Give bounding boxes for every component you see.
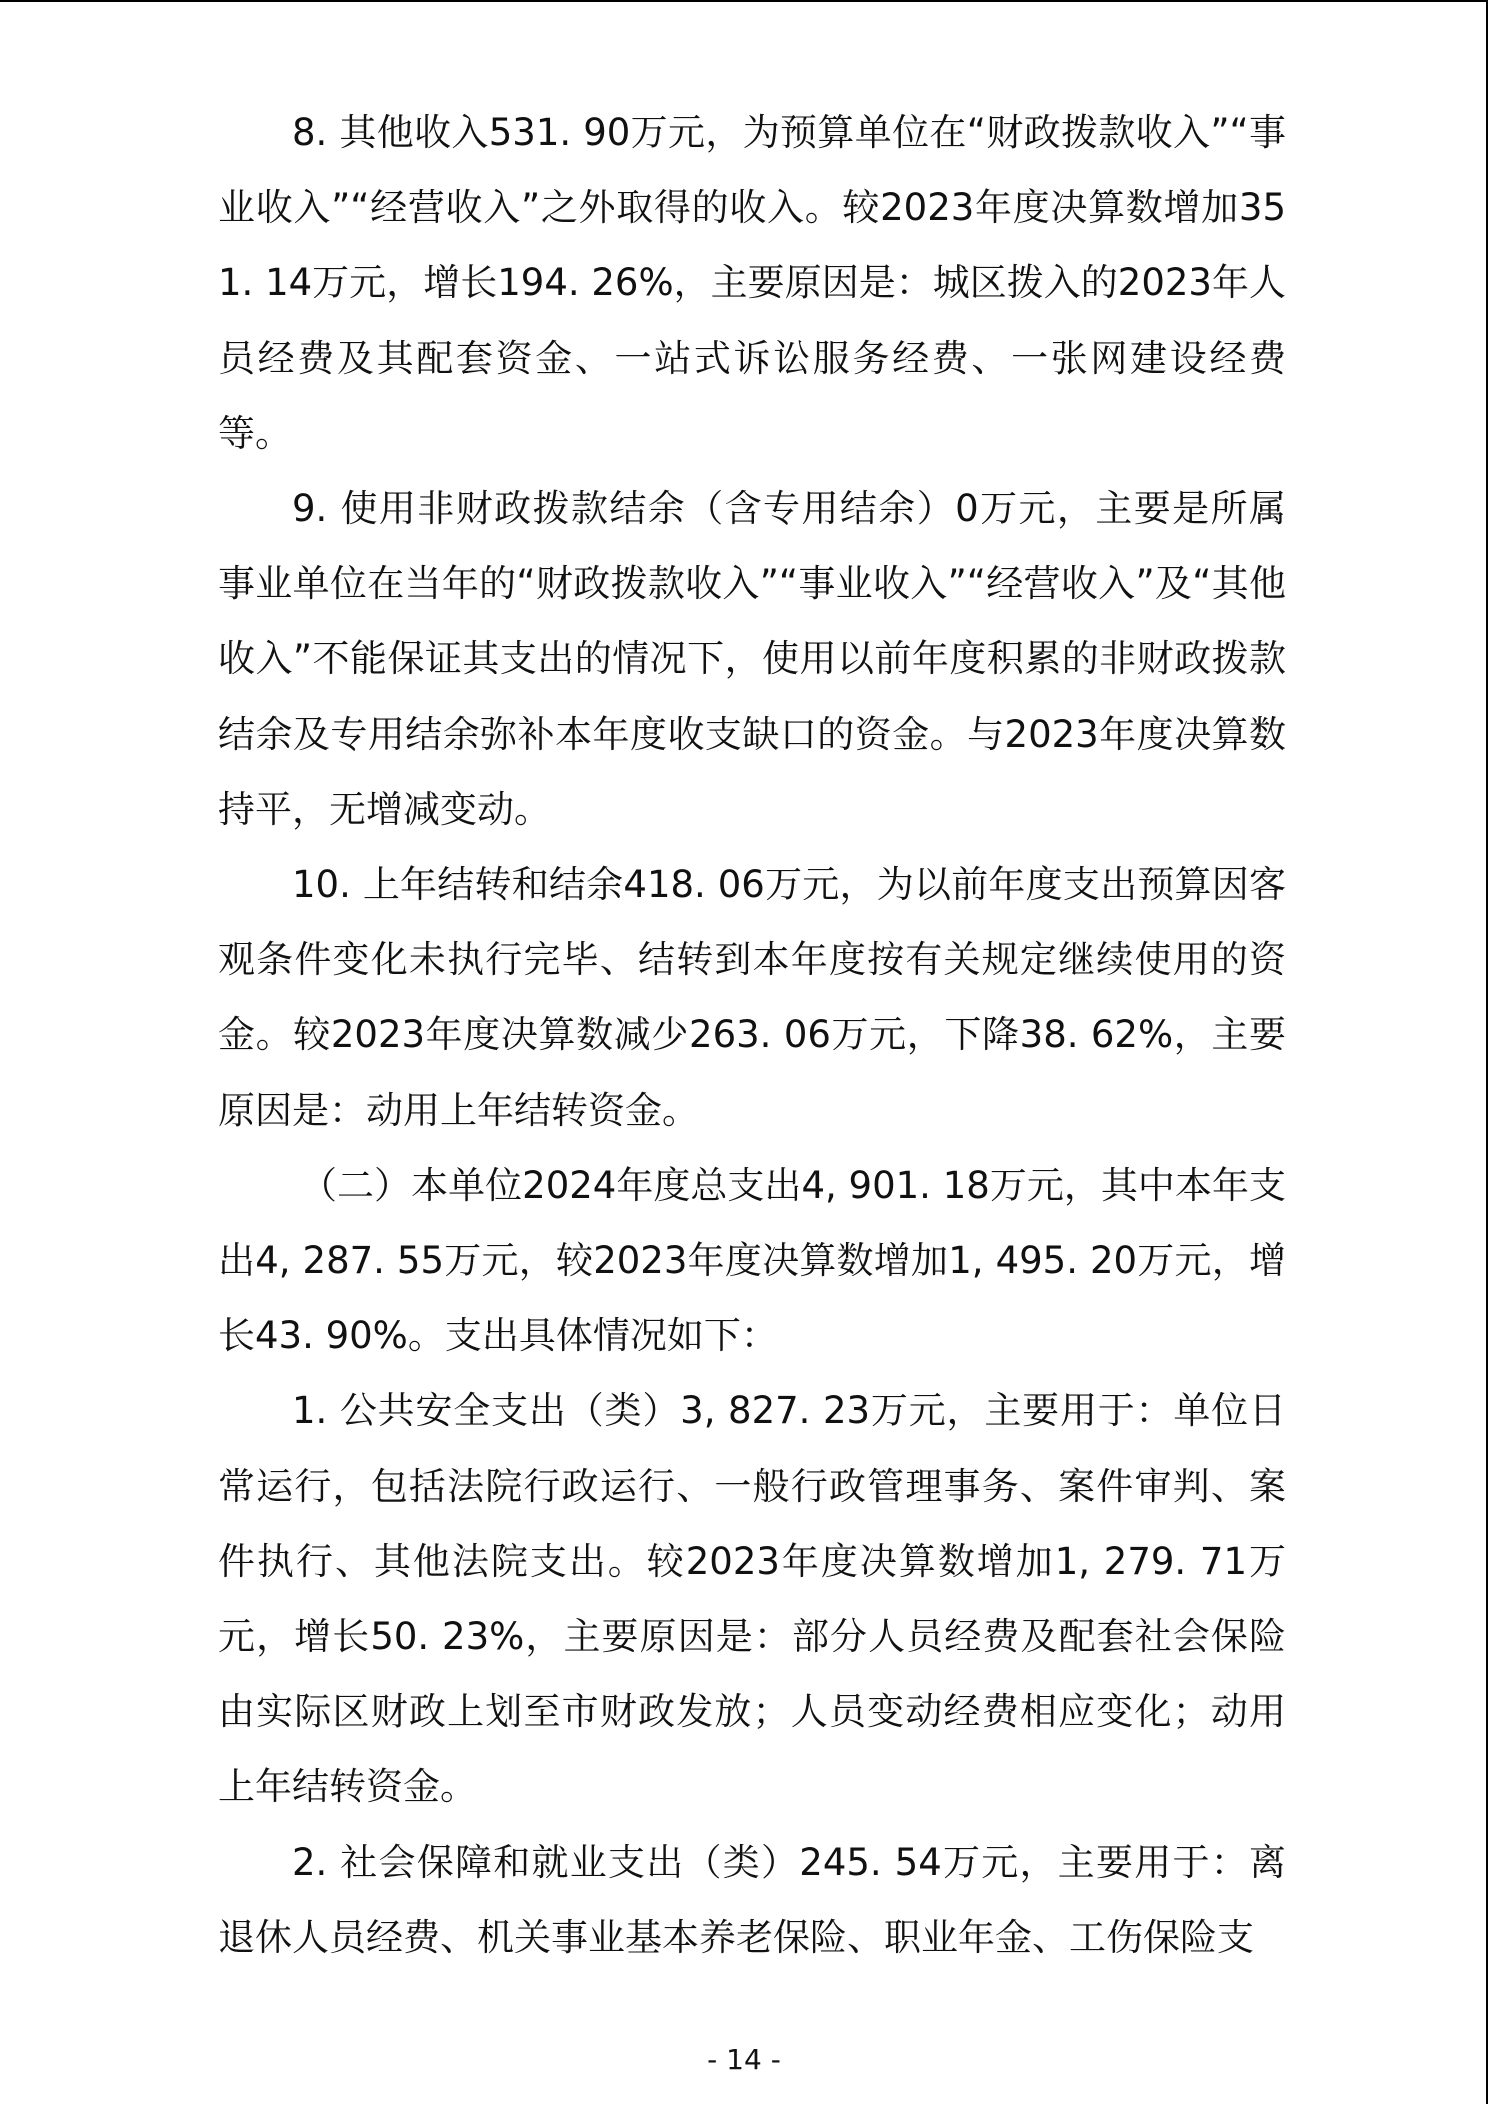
paragraph-non-fiscal-balance: 9. 使用非财政拨款结余（含专用结余）0万元，主要是所属事业单位在当年的“财政拨款收入”“事业收入”“经营收入”及“其他收入”不能保证其支出的情况下，使用以前年度积累的非财政拨款结余及专用结余弥补本年度收支缺口的资金。与2023年度决算数持平，无增减变动。 [218, 487, 1286, 831]
page-number: - 14 - [707, 2043, 781, 2076]
paragraph-social-security-expenditure: 2. 社会保障和就业支出（类）245. 54万元，主要用于：离退休人员经费、机关事业基本养老保险、职业年金、工伤保险支 [218, 1840, 1286, 1959]
document-body [218, 95, 1286, 1975]
paragraph-other-income: 8. 其他收入531. 90万元，为预算单位在“财政拨款收入”“事业收入”“经营收入”之外取得的收入。较2023年度决算数增加351. 14万元，增长194. 26%，主要原因是：城区拨入的2023年人员经费及其配套资金、一站式诉讼服务经费、一张网建设经费等。 [218, 111, 1286, 455]
paragraph-total-expenditure: （二）本单位2024年度总支出4, 901. 18万元，其中本年支出4, 287. 55万元，较2023年度决算数增加1, 495. 20万元，增长43. 90%。支出具体情况如下： [218, 1163, 1286, 1358]
paragraph-public-safety-expenditure: 1. 公共安全支出（类）3, 827. 23万元，主要用于：单位日常运行，包括法院行政运行、一般行政管理事务、案件审判、案件执行、其他法院支出。较2023年度决算数增加1, 279. 71万元，增长50. 23%，主要原因是：部分人员经费及配套社会保险由实际区财政上划至市财政发放；人员变动经费相应变化；动用上年结转资金。 [218, 1389, 1286, 1809]
paragraph-carryover-balance: 10. 上年结转和结余418. 06万元，为以前年度支出预算因客观条件变化未执行完毕、结转到本年度按有关规定继续使用的资金。较2023年度决算数减少263. 06万元，下降38. 62%，主要原因是：动用上年结转资金。 [218, 863, 1286, 1132]
